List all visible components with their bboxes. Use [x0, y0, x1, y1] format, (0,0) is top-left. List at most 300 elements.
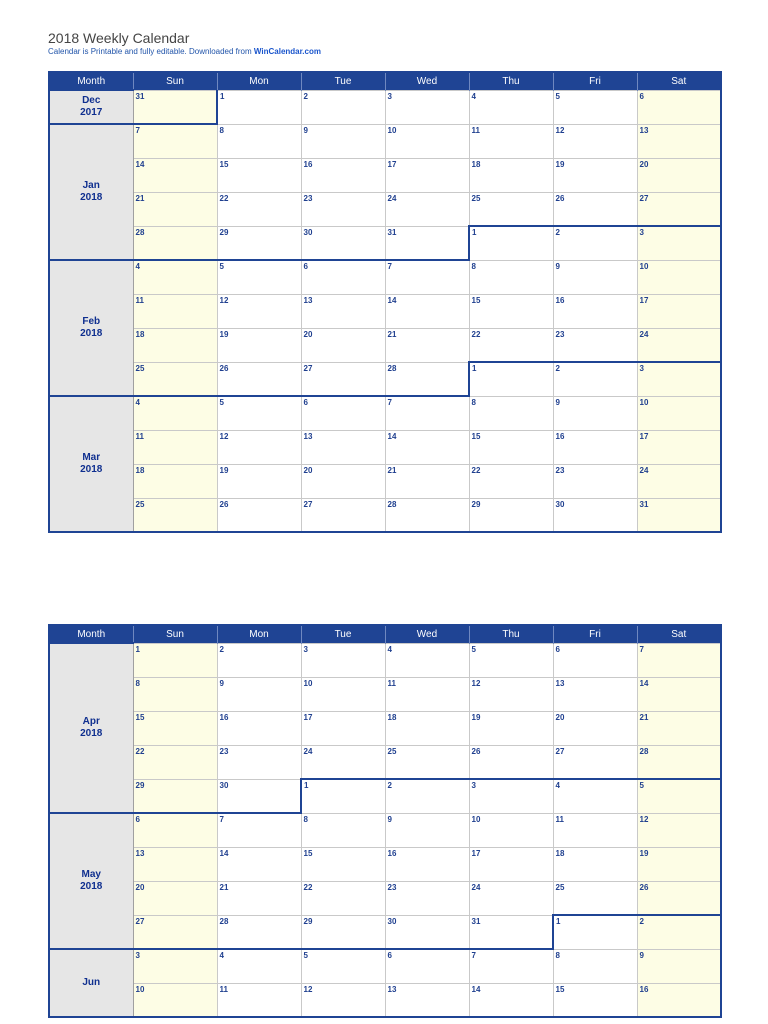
day-number: 22 [219, 193, 229, 203]
day-number: 18 [471, 159, 481, 169]
day-cell[interactable] [133, 328, 217, 362]
day-cell[interactable] [217, 881, 301, 915]
day-number: 16 [639, 984, 649, 994]
day-number: 26 [639, 882, 649, 892]
day-number: 11 [219, 984, 228, 994]
day-cell[interactable] [133, 498, 217, 532]
day-cell[interactable] [553, 430, 637, 464]
day-number: 17 [303, 712, 313, 722]
month-year: 2018 [80, 464, 103, 475]
day-cell[interactable] [217, 813, 301, 847]
day-cell[interactable] [469, 915, 553, 949]
day-number: 7 [135, 126, 140, 135]
day-cell[interactable] [301, 362, 385, 396]
day-cell[interactable] [217, 677, 301, 711]
day-cell[interactable] [217, 915, 301, 949]
day-number: 10 [135, 984, 145, 994]
day-number: 2 [639, 917, 644, 926]
day-cell[interactable] [553, 498, 637, 532]
day-cell[interactable] [469, 362, 553, 396]
week-row [49, 192, 721, 226]
day-cell[interactable] [217, 90, 301, 124]
subtitle-text: Calendar is Printable and fully editable. Downloaded from [48, 47, 254, 56]
day-cell[interactable] [301, 847, 385, 881]
day-number: 13 [387, 984, 397, 994]
day-cell[interactable] [385, 124, 469, 158]
day-cell[interactable] [637, 192, 721, 226]
day-cell[interactable] [217, 294, 301, 328]
day-cell[interactable] [133, 745, 217, 779]
header-row [49, 72, 721, 90]
day-cell[interactable] [553, 464, 637, 498]
week-row [49, 464, 721, 498]
day-cell[interactable] [553, 328, 637, 362]
day-cell[interactable] [301, 677, 385, 711]
day-cell[interactable] [133, 260, 217, 294]
day-number: 9 [639, 950, 644, 960]
day-cell[interactable] [553, 745, 637, 779]
day-cell[interactable] [553, 192, 637, 226]
day-cell[interactable] [217, 643, 301, 677]
day-number: 1 [220, 91, 225, 101]
day-cell[interactable] [301, 158, 385, 192]
day-number: 14 [471, 984, 481, 994]
day-number: 8 [471, 261, 476, 271]
day-cell[interactable] [301, 226, 385, 260]
day-cell[interactable] [469, 294, 553, 328]
day-cell[interactable] [301, 260, 385, 294]
day-cell[interactable] [301, 464, 385, 498]
day-cell[interactable] [469, 983, 553, 1017]
day-number: 10 [387, 125, 397, 135]
day-cell[interactable] [217, 711, 301, 745]
day-number: 14 [219, 848, 229, 858]
day-cell[interactable] [553, 362, 637, 396]
day-cell[interactable] [553, 260, 637, 294]
day-number: 16 [387, 848, 397, 858]
month-label-feb [49, 260, 133, 396]
day-number: 4 [135, 398, 140, 407]
day-number: 28 [219, 916, 229, 926]
day-cell[interactable] [553, 847, 637, 881]
day-cell[interactable] [133, 881, 217, 915]
week-row [49, 983, 721, 1017]
day-number: 18 [387, 712, 397, 722]
month-name: Feb [82, 316, 101, 327]
column-header-tue: Tue [301, 625, 385, 643]
day-number: 18 [135, 465, 145, 475]
day-cell[interactable] [469, 643, 553, 677]
day-cell[interactable] [217, 328, 301, 362]
day-cell[interactable] [637, 498, 721, 532]
day-cell[interactable] [385, 226, 469, 260]
day-number: 19 [639, 848, 649, 858]
day-cell[interactable] [469, 90, 553, 124]
day-cell[interactable] [637, 90, 721, 124]
day-cell[interactable] [217, 745, 301, 779]
day-cell[interactable] [217, 464, 301, 498]
day-cell[interactable] [301, 643, 385, 677]
day-cell[interactable] [385, 328, 469, 362]
day-number: 15 [219, 159, 229, 169]
day-number: 26 [219, 499, 229, 509]
day-cell[interactable] [385, 260, 469, 294]
day-cell[interactable] [469, 124, 553, 158]
day-cell[interactable] [469, 711, 553, 745]
day-number: 23 [387, 882, 397, 892]
day-number: 13 [303, 431, 313, 441]
month-name: Jun [82, 977, 101, 988]
day-number: 15 [303, 848, 313, 858]
day-cell[interactable] [385, 362, 469, 396]
day-number: 30 [303, 227, 313, 237]
column-header-fri: Fri [553, 625, 637, 643]
day-cell[interactable] [637, 779, 721, 813]
column-header-tue: Tue [301, 72, 385, 90]
day-cell[interactable] [385, 464, 469, 498]
column-header-sat: Sat [637, 625, 721, 643]
day-cell[interactable] [385, 677, 469, 711]
day-number: 3 [303, 644, 308, 654]
day-cell[interactable] [637, 881, 721, 915]
day-cell[interactable] [217, 430, 301, 464]
day-number: 2 [303, 91, 308, 101]
day-cell[interactable] [385, 396, 469, 430]
month-name: Apr [82, 716, 100, 727]
day-cell[interactable] [133, 464, 217, 498]
day-cell[interactable] [469, 158, 553, 192]
day-cell[interactable] [637, 260, 721, 294]
week-row [49, 677, 721, 711]
day-number: 8 [471, 397, 476, 407]
day-cell[interactable] [637, 464, 721, 498]
week-row [49, 949, 721, 983]
day-number: 17 [639, 295, 649, 305]
day-number: 30 [219, 780, 229, 790]
day-cell[interactable] [385, 915, 469, 949]
day-cell[interactable] [217, 847, 301, 881]
day-cell[interactable] [217, 396, 301, 430]
day-cell[interactable] [385, 158, 469, 192]
day-cell[interactable] [133, 643, 217, 677]
day-cell[interactable] [385, 90, 469, 124]
day-number: 25 [135, 499, 145, 509]
day-number: 9 [387, 814, 392, 824]
day-cell[interactable] [133, 847, 217, 881]
day-cell[interactable] [637, 362, 721, 396]
day-cell[interactable] [301, 328, 385, 362]
column-header-sun: Sun [133, 72, 217, 90]
day-number: 12 [219, 431, 229, 441]
day-cell[interactable] [301, 192, 385, 226]
day-cell[interactable] [385, 983, 469, 1017]
day-number: 12 [555, 125, 565, 135]
day-number: 13 [135, 848, 145, 858]
day-cell[interactable] [301, 779, 385, 813]
day-cell[interactable] [385, 745, 469, 779]
day-cell[interactable] [301, 745, 385, 779]
week-row [49, 498, 721, 532]
day-number: 17 [387, 159, 397, 169]
day-cell[interactable] [637, 328, 721, 362]
day-number: 11 [135, 431, 144, 441]
day-cell[interactable] [133, 983, 217, 1017]
day-cell[interactable] [133, 124, 217, 158]
day-cell[interactable] [469, 847, 553, 881]
day-number: 22 [135, 746, 145, 756]
day-cell[interactable] [553, 158, 637, 192]
day-cell[interactable] [469, 328, 553, 362]
day-cell[interactable] [217, 498, 301, 532]
day-number: 13 [555, 678, 565, 688]
day-number: 8 [303, 814, 308, 824]
day-number: 19 [219, 465, 229, 475]
day-cell[interactable] [637, 745, 721, 779]
day-cell[interactable] [385, 643, 469, 677]
day-cell[interactable] [133, 915, 217, 949]
day-cell[interactable] [553, 813, 637, 847]
day-cell[interactable] [553, 294, 637, 328]
day-cell[interactable] [637, 124, 721, 158]
day-number: 30 [555, 499, 565, 509]
week-row [49, 90, 721, 124]
day-cell[interactable] [553, 711, 637, 745]
week-row [49, 881, 721, 915]
day-cell[interactable] [133, 430, 217, 464]
day-cell[interactable] [385, 779, 469, 813]
day-number: 25 [387, 746, 397, 756]
day-cell[interactable] [301, 949, 385, 983]
day-cell[interactable] [301, 983, 385, 1017]
day-number: 26 [471, 746, 481, 756]
day-cell[interactable] [469, 949, 553, 983]
month-name: Mar [82, 452, 101, 463]
day-number: 10 [303, 678, 313, 688]
day-cell[interactable] [469, 677, 553, 711]
day-number: 31 [471, 916, 481, 926]
day-cell[interactable] [385, 813, 469, 847]
day-number: 20 [303, 465, 313, 475]
day-cell[interactable] [217, 949, 301, 983]
day-cell[interactable] [553, 396, 637, 430]
day-cell[interactable] [469, 260, 553, 294]
day-cell[interactable] [553, 881, 637, 915]
day-cell[interactable] [553, 643, 637, 677]
day-cell[interactable] [301, 498, 385, 532]
day-number: 9 [555, 261, 560, 271]
day-cell[interactable] [469, 779, 553, 813]
day-cell[interactable] [637, 983, 721, 1017]
day-number: 28 [387, 363, 397, 373]
day-number: 15 [135, 712, 145, 722]
day-cell[interactable] [217, 779, 301, 813]
day-cell[interactable] [637, 813, 721, 847]
day-cell[interactable] [637, 226, 721, 260]
day-cell[interactable] [637, 430, 721, 464]
day-cell[interactable] [133, 158, 217, 192]
day-number: 10 [639, 261, 649, 271]
day-cell[interactable] [385, 430, 469, 464]
day-cell[interactable] [217, 983, 301, 1017]
column-header-thu: Thu [469, 625, 553, 643]
day-cell[interactable] [553, 677, 637, 711]
day-cell[interactable] [133, 677, 217, 711]
day-cell[interactable] [469, 226, 553, 260]
day-cell[interactable] [553, 915, 637, 949]
day-number: 1 [556, 917, 561, 926]
day-cell[interactable] [133, 294, 217, 328]
day-number: 1 [304, 781, 309, 790]
day-cell[interactable] [637, 294, 721, 328]
day-cell[interactable] [553, 779, 637, 813]
day-cell[interactable] [553, 124, 637, 158]
day-number: 15 [555, 984, 565, 994]
week-row [49, 430, 721, 464]
day-number: 7 [387, 398, 392, 407]
day-number: 22 [471, 465, 481, 475]
day-cell[interactable] [385, 711, 469, 745]
day-cell[interactable] [133, 362, 217, 396]
day-number: 12 [471, 678, 481, 688]
day-cell[interactable] [469, 745, 553, 779]
day-number: 2 [219, 644, 224, 654]
day-cell[interactable] [385, 847, 469, 881]
week-row [49, 260, 721, 294]
day-number: 3 [387, 91, 392, 101]
day-number: 8 [135, 678, 140, 688]
day-number: 7 [219, 815, 224, 824]
day-cell[interactable] [553, 949, 637, 983]
day-cell[interactable] [469, 464, 553, 498]
day-cell[interactable] [469, 430, 553, 464]
day-cell[interactable] [637, 711, 721, 745]
day-number: 16 [555, 295, 565, 305]
day-number: 1 [472, 228, 477, 237]
day-cell[interactable] [469, 881, 553, 915]
day-number: 6 [639, 91, 644, 101]
day-cell[interactable] [385, 498, 469, 532]
day-cell[interactable] [133, 949, 217, 983]
day-number: 7 [387, 262, 392, 271]
day-number: 23 [219, 746, 229, 756]
day-cell[interactable] [133, 90, 217, 124]
day-cell[interactable] [385, 192, 469, 226]
week-grid [48, 71, 722, 533]
day-number: 27 [135, 916, 145, 926]
day-cell[interactable] [637, 643, 721, 677]
day-cell[interactable] [637, 158, 721, 192]
day-cell[interactable] [217, 226, 301, 260]
day-number: 14 [639, 678, 649, 688]
month-year: 2018 [80, 728, 103, 739]
day-cell[interactable] [637, 677, 721, 711]
day-cell[interactable] [133, 779, 217, 813]
month-year: 2018 [80, 328, 103, 339]
day-number: 7 [639, 644, 644, 654]
day-cell[interactable] [553, 226, 637, 260]
day-number: 3 [471, 781, 476, 790]
day-number: 17 [639, 431, 649, 441]
day-cell[interactable] [301, 90, 385, 124]
day-cell[interactable] [301, 124, 385, 158]
day-cell[interactable] [637, 949, 721, 983]
day-cell[interactable] [637, 396, 721, 430]
column-header-mon: Mon [217, 625, 301, 643]
day-number: 12 [303, 984, 313, 994]
day-cell[interactable] [385, 881, 469, 915]
day-cell[interactable] [301, 915, 385, 949]
day-number: 25 [135, 363, 145, 373]
day-number: 1 [135, 644, 140, 654]
day-number: 9 [555, 397, 560, 407]
calendar-subtitle [48, 47, 321, 56]
day-cell[interactable] [301, 396, 385, 430]
day-cell[interactable] [469, 192, 553, 226]
day-number: 23 [303, 193, 313, 203]
wincalendar-link[interactable]: WinCalendar.com [253, 47, 321, 56]
day-cell[interactable] [133, 226, 217, 260]
day-number: 4 [135, 262, 140, 271]
day-number: 1 [472, 364, 477, 373]
day-number: 17 [471, 848, 481, 858]
day-number: 11 [555, 814, 564, 824]
month-label-jun [49, 949, 133, 1017]
day-cell[interactable] [637, 915, 721, 949]
day-number: 31 [387, 227, 397, 237]
day-cell[interactable] [133, 813, 217, 847]
day-cell[interactable] [553, 983, 637, 1017]
day-number: 24 [387, 193, 397, 203]
day-cell[interactable] [217, 192, 301, 226]
day-cell[interactable] [217, 260, 301, 294]
day-cell[interactable] [301, 813, 385, 847]
day-cell[interactable] [301, 294, 385, 328]
day-number: 21 [387, 329, 397, 339]
day-cell[interactable] [553, 90, 637, 124]
day-number: 31 [135, 91, 145, 101]
day-number: 19 [219, 329, 229, 339]
day-number: 10 [639, 397, 649, 407]
day-cell[interactable] [217, 158, 301, 192]
day-cell[interactable] [133, 396, 217, 430]
day-number: 27 [555, 746, 565, 756]
week-row [49, 711, 721, 745]
column-header-sun: Sun [133, 625, 217, 643]
day-number: 6 [303, 262, 308, 271]
day-cell[interactable] [301, 430, 385, 464]
day-cell[interactable] [133, 711, 217, 745]
day-cell[interactable] [385, 949, 469, 983]
day-cell[interactable] [301, 881, 385, 915]
day-number: 20 [135, 882, 145, 892]
month-name: Dec [82, 95, 101, 106]
day-number: 28 [387, 499, 397, 509]
day-cell[interactable] [469, 498, 553, 532]
day-number: 6 [135, 815, 140, 824]
day-cell[interactable] [469, 396, 553, 430]
day-cell[interactable] [217, 362, 301, 396]
day-number: 4 [219, 951, 224, 960]
day-number: 21 [639, 712, 649, 722]
day-cell[interactable] [469, 813, 553, 847]
day-cell[interactable] [217, 124, 301, 158]
calendar-block-1 [48, 71, 722, 533]
day-cell[interactable] [385, 294, 469, 328]
week-row [49, 915, 721, 949]
day-cell[interactable] [133, 192, 217, 226]
day-cell[interactable] [637, 847, 721, 881]
day-cell[interactable] [301, 711, 385, 745]
